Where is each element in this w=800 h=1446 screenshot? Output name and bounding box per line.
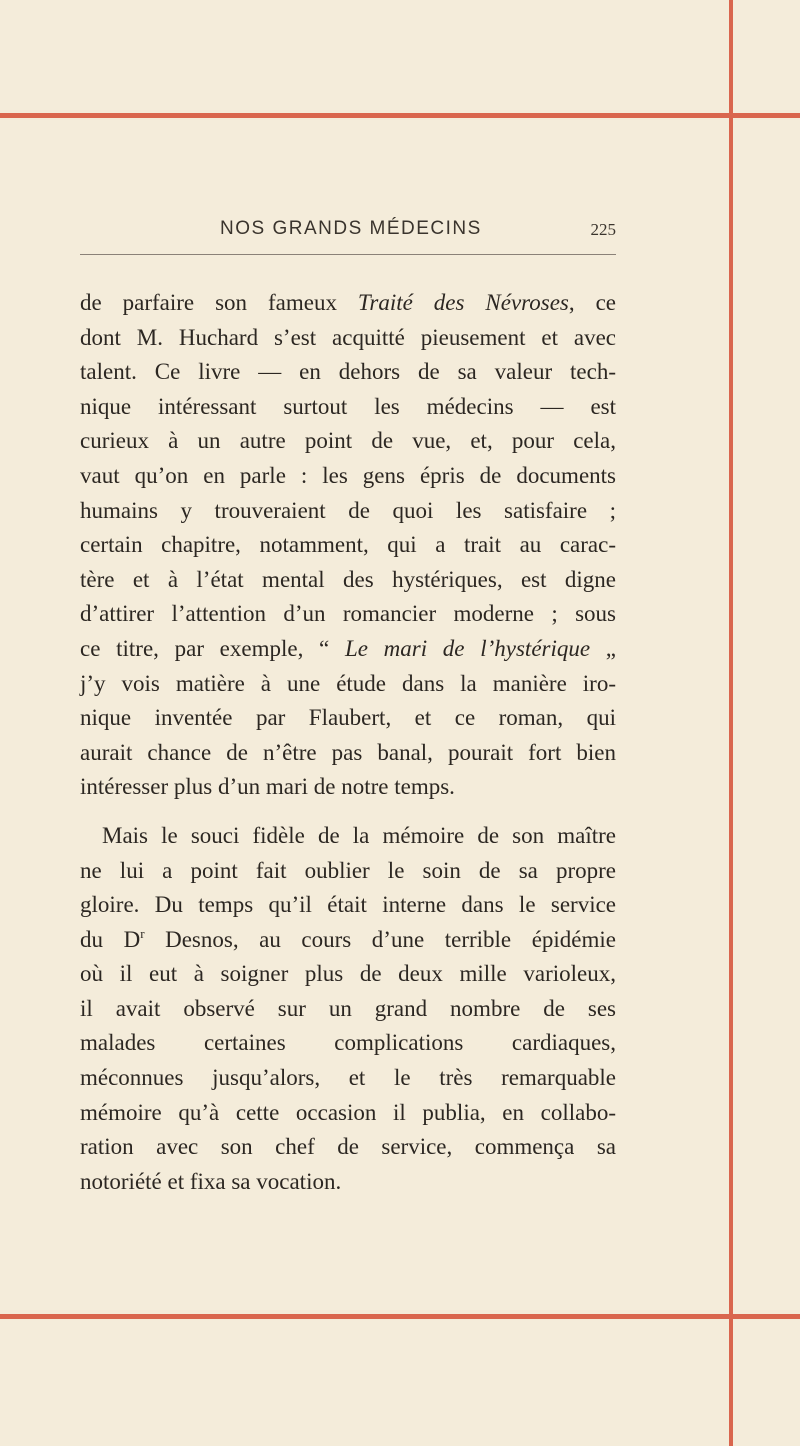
page-number: 225 <box>590 220 616 239</box>
text-line: humains y trouveraient de quoi les satisfaire ; <box>80 497 616 523</box>
text-line: dont M. Huchard s’est acquitté pieusement et avec <box>80 324 616 350</box>
frame-rule-top <box>0 113 800 118</box>
text-line: tère et à l’état mental des hystériques, est digne <box>80 566 616 592</box>
header-rule <box>80 254 616 255</box>
text-line: d’attirer l’attention d’un romancier moderne ; sous <box>80 601 616 627</box>
text-line: intéresser plus d’un mari de notre temps. <box>80 774 455 800</box>
page-header <box>80 214 616 244</box>
text-line: ration avec son chef de service, commença sa <box>80 1134 616 1160</box>
running-head: NOS GRANDS MÉDECINS <box>220 218 482 239</box>
text-line: où il eut à soigner plus de deux mille varioleux, <box>80 961 616 987</box>
text-line: j’y vois matière à une étude dans la manière iro- <box>80 670 616 696</box>
text-line: curieux à un autre point de vue, et, pour cela, <box>80 428 616 454</box>
text-line: gloire. Du temps qu’il était interne dans le service <box>80 892 616 918</box>
text-line: certain chapitre, notamment, qui a trait au carac- <box>80 532 616 558</box>
text-line: Mais le souci fidèle de la mémoire de son maître <box>102 822 616 848</box>
text-line: de parfaire son fameux Traité des Névroses, ce <box>80 290 617 315</box>
text-line: il avait observé sur un grand nombre de ses <box>80 995 616 1021</box>
text-line: méconnues jusqu’alors, et le très remarquable <box>80 1065 616 1091</box>
text-line: ne lui a point fait oublier le soin de sa propre <box>80 857 616 883</box>
text-line: mémoire qu’à cette occasion il publia, en collabo- <box>80 1099 616 1125</box>
text-line: ce titre, par exemple, “ Le mari de l’hystérique „ <box>80 635 616 661</box>
frame-rule-bottom <box>0 1314 800 1319</box>
text-line: aurait chance de n’être pas banal, pourait fort bien <box>80 739 616 765</box>
text-line: nique inventée par Flaubert, et ce roman, qui <box>80 705 616 731</box>
text-line: malades certaines complications cardiaques, <box>80 1030 616 1056</box>
body-text <box>80 286 616 1199</box>
text-line: nique intéressant surtout les médecins — est <box>80 393 616 419</box>
text-line: talent. Ce livre — en dehors de sa valeur tech- <box>80 359 616 385</box>
text-line: vaut qu’on en parle : les gens épris de documents <box>80 462 616 488</box>
text-line: notoriété et fixa sa vocation. <box>80 1168 342 1194</box>
text-line: du $D^r$ Desnos, au cours d’une terrible épidémie <box>80 925 616 952</box>
frame-rule-right <box>729 0 733 1446</box>
paragraph-gap <box>80 805 616 819</box>
